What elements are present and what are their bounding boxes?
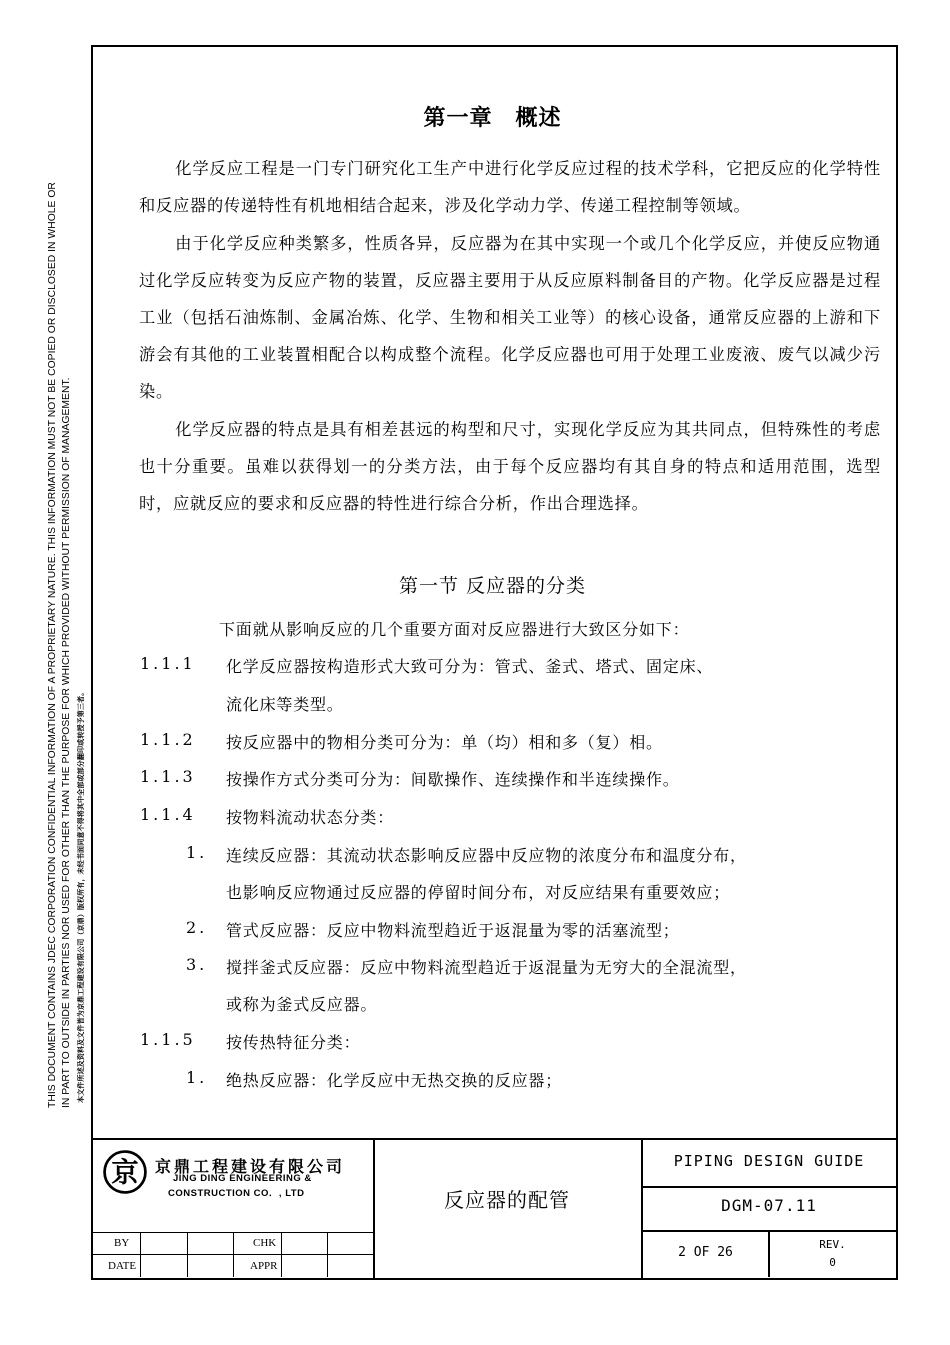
list-item-line: 按操作方式分类可分为：间歇操作、连续操作和半连续操作。 [226, 770, 680, 789]
paragraph-2 [139, 225, 881, 410]
side-notice-line-3: 本文件所述及资料及文件皆为京鼎工程建设有限公司（京鼎）版权所有，未经书面同意不得将其中全部或部分翻印或转授予第三者。 [76, 688, 85, 1103]
item-number: 1.1.5 [140, 1030, 196, 1049]
list-item-line: 搅拌釜式反应器：反应中物料流型趋近于返混量为无穷大的全混流型， [226, 958, 747, 977]
side-notice [0, 0, 95, 1345]
document-title: 反应器的配管 [444, 1188, 570, 1212]
item-number: 1.1.2 [140, 730, 196, 749]
side-notice-line-2: IN PART TO OUTSIDE IN PARTIES NOR USED FOR OTHER THAN THE PURPOSE FOR WHICH PROVIDED WITHOUT PERMISSION OF MANAGEMENT. [61, 377, 72, 1108]
logo-glyph: 京 [111, 1157, 139, 1189]
paragraph-1-text: 化学反应工程是一门专门研究化工生产中进行化学反应过程的技术学科，它把反应的化学特性和反应器的传递特性有机地相结合起来，涉及化学动力学、传递工程控制等领域。 [139, 159, 881, 215]
side-notice-line-1: THIS DOCUMENT CONTAINS JDEC CORPORATION CONFIDENTIAL INFORMATION OF A PROPRIETARY NATURE. THIS INFORMATION MUST NOT BE COPIED OR DISCLOSED IN WHOLE OR [47, 182, 58, 1108]
list-item-line: 流化床等类型。 [226, 695, 344, 714]
company-name-en-2: CONSTRUCTION CO．, LTD [168, 1188, 305, 1199]
company-name-cn: 京鼎工程建设有限公司 [155, 1157, 346, 1176]
paragraph-2-text: 由于化学反应种类繁多，性质各异，反应器为在其中实现一个或几个化学反应，并使反应物通过化学反应转变为反应产物的装置，反应器主要用于从反应原料制备目的产物。化学反应器是过程工业（包括石油炼制、金属冶炼、化学、生物和相关工业等）的核心设备，通常反应器的上游和下游会有其他的工业装置相配合以构成整个流程。化学反应器也可用于处理工业废液、废气以减少污染。 [139, 234, 881, 401]
by-label: BY [114, 1237, 130, 1249]
document-number: DGM-07.11 [721, 1196, 817, 1215]
list-item-line: 按反应器中的物相分类可分为：单（均）相和多（复）相。 [226, 733, 663, 752]
sub-item-number: 1. [186, 1068, 208, 1087]
list-item-line: 连续反应器：其流动状态影响反应器中反应物的浓度分布和温度分布， [226, 846, 747, 865]
list-item-line: 按传热特征分类： [226, 1033, 361, 1052]
title-block-rule [642, 1186, 896, 1188]
chk-label: CHK [253, 1237, 277, 1249]
guide-title: PIPING DESIGN GUIDE [673, 1152, 865, 1170]
list-item-line: 按物料流动状态分类： [226, 808, 395, 827]
signature-grid-rule [327, 1232, 328, 1277]
list-item-line: 也影响反应物通过反应器的停留时间分布，对反应结果有重要效应； [226, 883, 731, 902]
revision-label: REV. [819, 1238, 846, 1251]
section-title: 第一节 反应器的分类 [398, 575, 587, 597]
list-item-line: 化学反应器按构造形式大致可分为：管式、釜式、塔式、固定床、 [226, 657, 714, 676]
page-number: 2 OF 26 [678, 1245, 733, 1260]
signature-grid-rule [281, 1232, 282, 1277]
company-logo [103, 1150, 147, 1194]
revision-value: 0 [829, 1256, 836, 1269]
list-item-line: 绝热反应器：化学反应中无热交换的反应器； [226, 1071, 563, 1090]
sub-item-number: 1. [186, 843, 208, 862]
signature-grid-rule [140, 1232, 141, 1277]
company-name-en-1: JING DING ENGINEERING & [173, 1173, 312, 1184]
chapter-title: 第一章 概述 [423, 105, 562, 131]
signature-grid-rule [187, 1232, 188, 1277]
list-item-line: 管式反应器：反应中物料流型趋近于返混量为零的活塞流型； [226, 921, 680, 940]
paragraph-3 [139, 411, 881, 522]
signature-grid-rule [233, 1232, 234, 1277]
sub-item-number: 2. [186, 918, 208, 937]
item-number: 1.1.4 [140, 805, 196, 824]
appr-label: APPR [250, 1260, 278, 1272]
intro-text: 下面就从影响反应的几个重要方面对反应器进行大致区分如下： [219, 620, 690, 639]
item-number: 1.1.1 [140, 654, 196, 673]
date-label: DATE [108, 1260, 137, 1272]
paragraph-1 [139, 150, 881, 224]
paragraph-3-text: 化学反应器的特点是具有相差甚远的构型和尺寸，实现化学反应为其共同点，但特殊性的考虑也十分重要。虽难以获得划一的分类方法，由于每个反应器均有其自身的特点和适用范围，选型时，应就反应的要求和反应器的特性进行综合分析，作出合理选择。 [139, 420, 881, 513]
list-item-line: 或称为釜式反应器。 [226, 995, 378, 1014]
sub-item-number: 3. [186, 955, 208, 974]
item-number: 1.1.3 [140, 767, 196, 786]
title-block-top-border [91, 1138, 896, 1140]
